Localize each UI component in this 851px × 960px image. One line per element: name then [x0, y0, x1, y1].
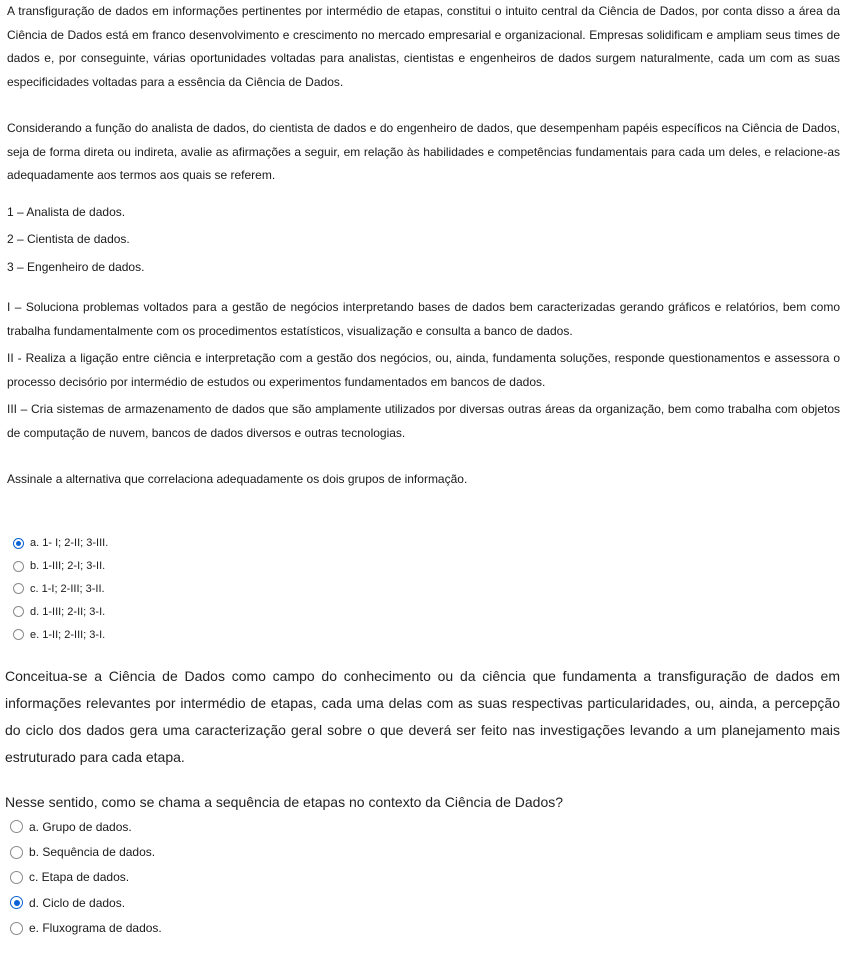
question-1-options [7, 532, 108, 646]
radio-button[interactable] [10, 871, 23, 884]
question-2-intro: Conceitua-se a Ciência de Dados como campo do conhecimento ou da ciência que fundamenta a transfiguração de dados em informações relevantes por intermédio de etapas, cada uma delas com as suas respectivas particularidades, ou, ainda, a percepção do ciclo dos dados gera uma caracterização geral sobre o que deverá ser feito nas investigações levando a um planejamento mais estruturado para cada etapa. [5, 668, 840, 765]
answer-option[interactable] [5, 839, 840, 864]
answer-option-label: e. Fluxograma de dados. [29, 921, 162, 936]
answer-option-label: a. Grupo de dados. [29, 819, 132, 834]
answer-option-label: d. Ciclo de dados. [29, 895, 126, 910]
answer-option-label: a. 1- I; 2-II; 3-III. [30, 537, 109, 550]
answer-option-label: e. 1-II; 2-III; 3-I. [30, 628, 106, 641]
answer-option-label: c. Etapa de dados. [29, 870, 130, 885]
question-2-prompt: Nesse sentido, como se chama a sequência de etapas no contexto da Ciência de Dados? [5, 794, 564, 810]
answer-option[interactable] [7, 555, 108, 578]
radio-button[interactable] [10, 846, 23, 859]
answer-option-label: b. 1-III; 2-I; 3-II. [30, 560, 106, 573]
role-item: 2 – Cientista de dados. [7, 232, 130, 246]
question-1-paragraph: A transfiguração de dados em informações pertinentes por intermédio de etapas, constitui o intuito central da Ciência de Dados, por conta disso a área da Ciência de Dados está em franco desenvolvimento e crescimento no mercado empresarial e organizacional. Empresas solidificam e ampliam seus times de dados e, por conseguinte, várias oportunidades voltadas para analistas, cientistas e engenheiros de dados surgem naturalmente, cada um com as suas especificidades voltadas para a essência da Ciência de Dados. [7, 4, 840, 89]
answer-option[interactable] [5, 916, 840, 941]
question-2-options [5, 814, 840, 941]
radio-button[interactable] [13, 629, 24, 640]
answer-option[interactable] [5, 865, 840, 890]
radio-button[interactable] [13, 583, 24, 594]
answer-option[interactable] [5, 814, 840, 839]
question-1 [7, 0, 840, 492]
role-item: 3 – Engenheiro de dados. [7, 259, 145, 274]
statement: I – Soluciona problemas voltados para a gestão de negócios interpretando bases de dados bem caracterizadas gerando gráficos e relatórios, bem como trabalha fundamentalmente com os procedimentos estatísticos, visualização e consulta a banco de dados. [7, 300, 840, 338]
radio-button[interactable] [13, 606, 24, 617]
question-1-paragraph: Considerando a função do analista de dados, do cientista de dados e do engenheiro de dados, que desempenham papéis específicos na Ciência de Dados, seja de forma direta ou indireta, avalie as afirmações a seguir, em relação às habilidades e competências fundamentais para cada um deles, e relacione-as adequadamente aos termos aos quais se referem. [7, 121, 840, 182]
answer-option[interactable] [7, 578, 108, 601]
answer-option-label: b. Sequência de dados. [29, 845, 156, 860]
role-item: 1 – Analista de dados. [7, 204, 126, 219]
statement: III – Cria sistemas de armazenamento de dados que são amplamente utilizados por diversas outras áreas da organização, bem como trabalha com objetos de computação de nuvem, bancos de dados diversos e outras tecnologias. [7, 402, 840, 440]
question-1-instruction: Assinale a alternativa que correlaciona adequadamente os dois grupos de informação. [7, 472, 468, 486]
radio-button[interactable] [10, 896, 23, 909]
answer-option[interactable] [7, 532, 108, 555]
radio-button[interactable] [10, 922, 23, 935]
statement: II - Realiza a ligação entre ciência e interpretação com a gestão dos negócios, ou, ainda, fundamenta soluções, responde questionamentos e assessora o processo decisório por intermédio de estudos ou experimentos fundamentados em bancos de dados. [7, 351, 840, 389]
answer-option[interactable] [7, 623, 108, 646]
answer-option[interactable] [5, 890, 840, 915]
answer-option-label: d. 1-III; 2-II; 3-I. [30, 605, 106, 618]
radio-button[interactable] [13, 561, 24, 572]
radio-button[interactable] [13, 538, 24, 549]
answer-option[interactable] [7, 600, 108, 623]
answer-option-label: c. 1-I; 2-III; 3-II. [30, 582, 105, 595]
question-2 [5, 663, 840, 941]
radio-button[interactable] [10, 820, 23, 833]
